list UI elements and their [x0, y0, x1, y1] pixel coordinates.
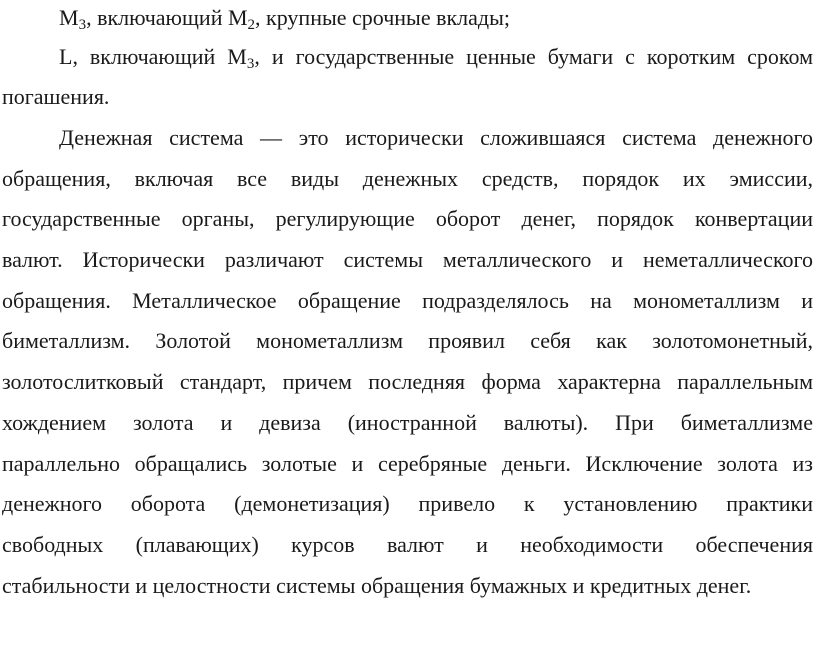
item-m3-subscript-2: 2 [247, 17, 256, 33]
paragraph-line: стабильности и целостности системы обращения бумажных и кредитных денег. [2, 573, 752, 598]
item-m3-name: M [59, 5, 79, 30]
paragraph-line: государственные органы, регулирующие оборот денег, порядок конвертации [2, 206, 813, 231]
item-m3-text: , включающий M [86, 5, 248, 30]
paragraph-line: параллельно обращались золотые и серебряные деньги. Исключение золота из [2, 451, 813, 476]
paragraph-line: биметаллизм. Золотой монометаллизм проявил себя как золотомонетный, [2, 328, 813, 353]
paragraph-line: свободных (плавающих) курсов валют и необходимости обеспечения [2, 532, 813, 557]
item-m3-subscript: 3 [78, 17, 87, 33]
list-item-m3 [59, 3, 510, 33]
item-l-name: L, включающий M [59, 44, 247, 69]
paragraph-line: Денежная система — это исторически сложившаяся система денежного [59, 125, 813, 150]
item-m3-rest: , крупные срочные вклады; [255, 5, 511, 30]
paragraph-line: валют. Исторически различают системы металлического и неметаллического [2, 247, 813, 272]
paragraph-line: хождением золота и девиза (иностранной валюты). При биметаллизме [2, 410, 813, 435]
paragraph-line: обращения, включая все виды денежных средств, порядок их эмиссии, [2, 166, 813, 191]
paragraph-line: обращения. Металлическое обращение подразделялось на монометаллизм и [2, 288, 813, 313]
paragraph-line: золотослитковый стандарт, причем последняя форма характерна параллельным [2, 369, 813, 394]
item-l-rest-line-2: погашения. [2, 84, 110, 109]
item-l-subscript: 3 [246, 56, 255, 72]
item-l-rest-line-1: , и государственные ценные бумаги с коротким сроком [254, 44, 813, 69]
list-item-l-line-1 [59, 42, 813, 72]
list-item-l-line-2 [2, 82, 109, 112]
paragraph-line: денежного оборота (демонетизация) привело к установлению практики [2, 491, 813, 516]
